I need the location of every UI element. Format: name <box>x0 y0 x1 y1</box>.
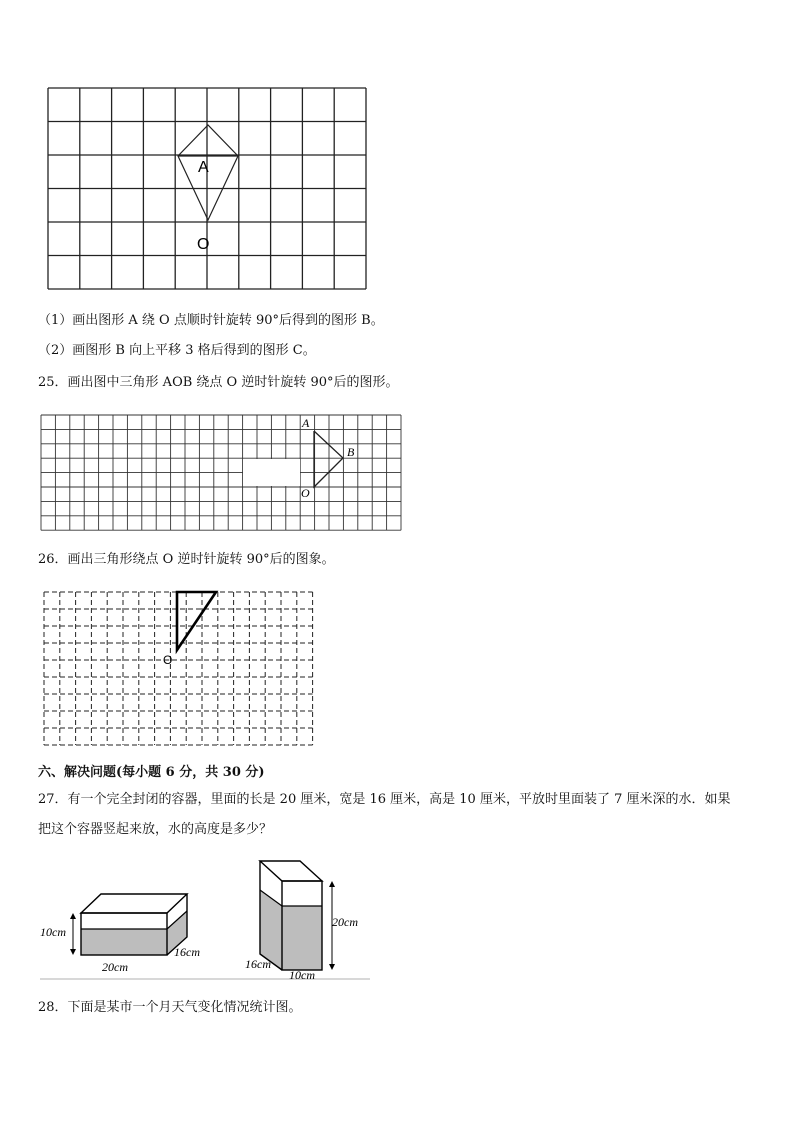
erased-patch <box>243 459 300 486</box>
label-o: O <box>163 653 173 667</box>
section-6-title: 六、解决问题(每小题 6 分，共 30 分) <box>38 765 265 780</box>
triangle-aob <box>314 431 343 487</box>
q25-text: 25．画出图中三角形 AOB 绕点 O 逆时针旋转 90°后的图形。 <box>38 375 399 390</box>
flat-container <box>81 894 187 955</box>
water-front <box>81 929 167 955</box>
grid-lines <box>48 88 366 289</box>
box1-width-label: 16cm <box>174 945 200 959</box>
standing-container <box>260 861 322 970</box>
box1-height-label: 10cm <box>40 925 66 939</box>
q28-text: 28．下面是某市一个月天气变化情况统计图。 <box>38 1000 302 1015</box>
label-b: B <box>347 445 355 459</box>
q24-sub2: （2）画图形 B 向上平移 3 格后得到的图形 C。 <box>38 343 316 358</box>
right-triangle <box>177 592 216 650</box>
rotation-grid-figure <box>46 84 376 294</box>
triangle-aob-grid-figure <box>40 414 402 534</box>
q24-sub1: （1）画出图形 A 绕 O 点顺时针旋转 90°后得到的图形 B。 <box>38 313 384 328</box>
water-front <box>282 906 322 970</box>
q27-line1: 27．有一个完全封闭的容器，里面的长是 20 厘米，宽是 16 厘米，高是 10 厘米，平放时里面装了 7 厘米深的水．如果 <box>38 792 731 807</box>
q27-line2: 把这个容器竖起来放，水的高度是多少？ <box>38 822 273 837</box>
box1-length-label: 20cm <box>102 960 128 974</box>
label-a: A <box>198 159 209 176</box>
grid-lines <box>41 415 401 530</box>
box2-height-label: 20cm <box>332 915 358 929</box>
label-a: A <box>302 416 310 430</box>
label-o: O <box>197 236 210 253</box>
dashed-grid-figure <box>42 590 316 748</box>
label-o: O <box>301 486 310 500</box>
q26-text: 26．画出三角形绕点 O 逆时针旋转 90°后的图象。 <box>38 552 335 567</box>
container-figure <box>40 858 370 984</box>
box2-length-label: 10cm <box>289 968 315 982</box>
box2-width-label: 16cm <box>245 957 271 971</box>
